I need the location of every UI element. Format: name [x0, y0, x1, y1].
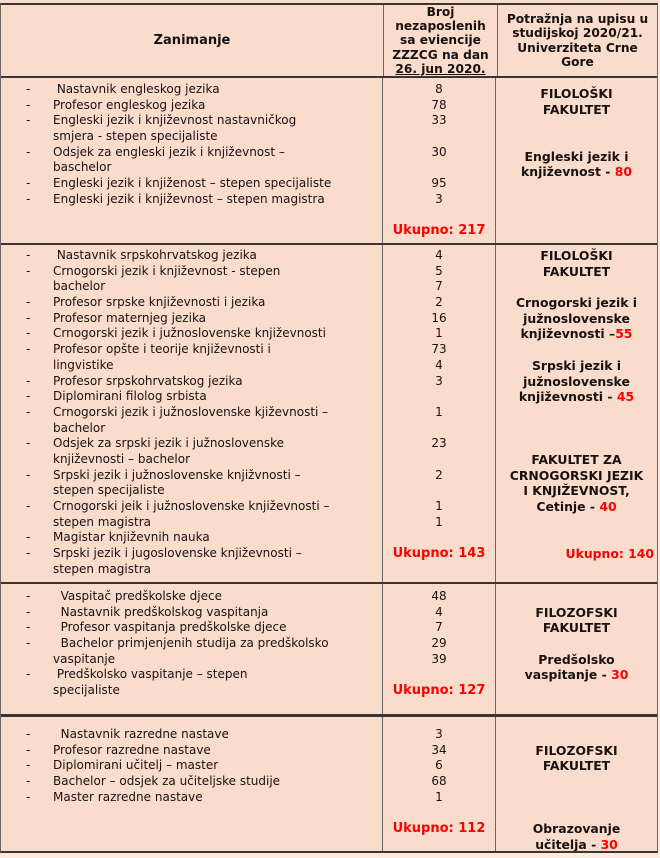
occupation-line — [1, 113, 382, 129]
bullet-dash: - — [26, 191, 31, 206]
bullet-dash: - — [26, 620, 31, 635]
occupation-text: Diplomirani učitelj – master — [53, 758, 219, 773]
bullet-dash — [26, 208, 53, 224]
faculty-line — [496, 405, 657, 421]
occupation-line — [1, 636, 382, 652]
faculty-text: FAKULTET — [542, 758, 611, 774]
occupation-line — [1, 389, 382, 405]
occupation-text: Bachelor primjenjenih studija za predškolsko — [53, 636, 329, 651]
unemployed-header-line: nezaposlenih — [395, 19, 486, 34]
demand-number: 30 — [600, 836, 618, 851]
occupation-line — [1, 727, 382, 743]
occupation-text: Nastavnik srpskohrvatskog jezika — [53, 248, 257, 262]
faculty-line — [496, 421, 657, 437]
occupation-line — [1, 160, 382, 176]
unemployed-count: 1 — [435, 789, 443, 804]
bullet-dash: - — [26, 499, 31, 513]
occupation-line — [1, 743, 382, 759]
faculty-text: učitelja - — [535, 836, 601, 851]
bullet-dash — [26, 562, 53, 578]
occupation-text: Crnogorski jezik i južnoslovenske kjiževnosti – — [53, 404, 329, 419]
occupation-text: Profesor srpske književnosti i jezika — [53, 295, 266, 310]
section-total-value: Ukupno: 143 — [392, 546, 486, 562]
occupation-text: Engleski jezik i književnost – stepen magistra — [53, 191, 325, 206]
demand-number: 40 — [599, 499, 617, 514]
unemployed-header-line: ZZZCG na dan — [392, 47, 489, 62]
faculty-line — [496, 758, 657, 774]
occupation-line — [1, 468, 382, 484]
faculty-line — [496, 483, 657, 499]
unemployed-count — [383, 389, 495, 405]
faculty-text: I KNJIŽEVNOST, — [523, 483, 630, 499]
table-section-4 — [1, 717, 657, 851]
unemployed-count: 29 — [431, 636, 447, 651]
occupation-text: Nastavnik razredne nastave — [53, 727, 229, 741]
occupation-line — [1, 452, 382, 468]
occupation-line — [1, 82, 382, 98]
faculty-line — [496, 499, 657, 515]
occupation-line — [1, 358, 382, 374]
unemployed-count: 1 — [435, 499, 443, 513]
faculty-line — [496, 133, 657, 149]
faculty-line — [496, 149, 657, 165]
faculty-line — [496, 326, 657, 342]
faculty-line — [496, 452, 657, 468]
occupation-text: Vaspitač predškolske djece — [53, 589, 222, 603]
unemployed-header-date: 26. jun 2020. — [395, 61, 486, 76]
unemployed-header-lines — [384, 5, 497, 76]
faculty-text: FILOLOŠKI — [540, 86, 613, 101]
unemployed-count — [383, 530, 495, 546]
faculty-line — [496, 436, 657, 452]
bullet-dash: - — [26, 389, 31, 404]
unemployed-count: 5 — [435, 263, 443, 278]
unemployed-count: 3 — [435, 191, 443, 206]
occupation-line — [1, 223, 382, 239]
occupation-line — [1, 145, 382, 161]
bullet-dash: - — [26, 295, 31, 310]
unemployed-count: 2 — [435, 295, 443, 310]
occupation-text: bachelor — [53, 420, 106, 435]
occupation-text: Profesor vaspitanja predškolske djece — [53, 620, 287, 635]
unemployed-count — [383, 129, 495, 145]
unemployed-count: 30 — [431, 144, 447, 159]
faculty-text: CRNOGORSKI JEZIK — [509, 467, 644, 483]
bullet-dash: - — [26, 310, 31, 325]
occupation-text: Diplomirani filolog srbista — [53, 389, 207, 404]
occupation-text: Profesor engleskog jezika — [53, 97, 206, 112]
header-cell-demand — [498, 5, 657, 76]
unemployed-count-column — [383, 78, 496, 243]
bullet-dash: - — [26, 404, 31, 419]
occupation-line — [1, 98, 382, 114]
unemployed-count: 4 — [435, 248, 443, 262]
unemployed-count-column — [383, 245, 496, 582]
occupations-demand-table — [0, 3, 658, 853]
occupation-line — [1, 790, 382, 806]
unemployed-count: 2 — [435, 467, 443, 482]
bullet-dash: - — [26, 113, 31, 128]
occupation-line — [1, 605, 382, 621]
demand-number: 80 — [614, 164, 632, 180]
faculty-text: FILOZOFSKI — [535, 604, 618, 620]
occupation-line — [1, 821, 382, 837]
unemployed-count — [383, 160, 495, 176]
faculty-line — [496, 821, 657, 837]
occupation-column-title: Zanimanje — [153, 33, 231, 48]
bullet-dash: - — [26, 82, 31, 96]
occupation-line — [1, 421, 382, 437]
faculty-text: južnoslovenske — [523, 310, 630, 326]
unemployed-count: 48 — [431, 589, 447, 603]
faculty-text: Obrazovanje — [532, 821, 621, 837]
occupation-line — [1, 758, 382, 774]
unemployed-count — [383, 208, 495, 224]
occupation-line — [1, 192, 382, 208]
occupation-line — [1, 342, 382, 358]
faculty-line — [496, 743, 657, 759]
occupation-line — [1, 129, 382, 145]
faculty-column — [496, 78, 657, 243]
unemployed-header-line: sa eviencije — [400, 33, 481, 48]
demand-header-line: studijskoj 2020/21. — [512, 26, 643, 41]
occupation-text: bachelor — [53, 279, 106, 294]
occupation-text: Nastavnik predškolskog vaspitanja — [53, 604, 269, 619]
bullet-dash: - — [26, 436, 31, 451]
faculty-line — [496, 790, 657, 806]
occupation-line — [1, 248, 382, 264]
unemployed-count: 3 — [435, 727, 443, 741]
occupation-line — [1, 436, 382, 452]
occupation-line — [1, 530, 382, 546]
unemployed-count: 1 — [435, 404, 443, 419]
occupations-column — [1, 245, 383, 582]
faculty-line — [496, 837, 657, 851]
occupation-text: Odsjek za srpski jezik i južnoslovenske — [53, 436, 285, 451]
occupation-text: Profesor maternjeg jezika — [53, 310, 207, 325]
faculty-line — [496, 805, 657, 821]
bullet-dash — [26, 821, 53, 837]
faculty-column — [496, 717, 657, 851]
table-section-3 — [1, 584, 657, 717]
bullet-dash — [26, 805, 53, 821]
faculty-text: književnosti – — [520, 326, 616, 342]
faculty-line — [496, 279, 657, 295]
bullet-dash — [26, 483, 53, 499]
bullet-dash — [26, 160, 53, 176]
occupation-line — [1, 279, 382, 295]
section-total-value: Ukupno: 217 — [392, 223, 486, 239]
unemployed-count: 33 — [431, 113, 447, 128]
occupation-text: Crnogorski jeik i južnoslovenske književnosti – — [53, 499, 330, 513]
demand-header-lines — [498, 5, 657, 76]
unemployed-count: 7 — [435, 279, 443, 294]
faculty-column — [496, 584, 657, 714]
occupation-line — [1, 405, 382, 421]
occupation-text: Nastavnik engleskog jezika — [53, 82, 220, 96]
bullet-dash: - — [26, 176, 31, 191]
bullet-dash: - — [26, 373, 31, 388]
bullet-dash: - — [26, 263, 31, 278]
faculty-line — [496, 102, 657, 118]
occupation-text: Master razredne nastave — [53, 789, 203, 804]
unemployed-count: 78 — [431, 97, 447, 112]
faculty-text: Crnogorski jezik i — [515, 295, 638, 311]
faculty-line — [496, 374, 657, 390]
occupation-line — [1, 546, 382, 562]
bullet-dash: - — [26, 789, 31, 804]
faculty-text: FAKULTET — [542, 620, 611, 636]
unemployed-count — [383, 805, 495, 821]
faculty-text: FAKULTET — [542, 101, 611, 117]
unemployed-header-line: Broj — [426, 5, 455, 19]
occupation-text: Engleski jezik i književnost nastavničkog — [53, 113, 297, 128]
unemployed-count: 73 — [431, 342, 447, 357]
section-total-value: Ukupno: 112 — [392, 821, 486, 837]
occupation-text: Crnogorski jezik i južnoslovenske književnosti — [53, 326, 326, 341]
faculty-line — [496, 667, 657, 683]
occupation-text: Profesor opšte i teorije književnosti i — [53, 342, 271, 357]
occupations-column — [1, 78, 383, 243]
faculty-line — [496, 117, 657, 133]
faculty-line — [496, 248, 657, 264]
unemployed-count — [383, 421, 495, 437]
bullet-dash: - — [26, 467, 31, 482]
bullet-dash — [26, 358, 53, 374]
faculty-line — [496, 605, 657, 621]
occupation-text: književnosti – bachelor — [53, 451, 191, 466]
faculty-line — [496, 468, 657, 484]
bullet-dash — [26, 279, 53, 295]
unemployed-count: 7 — [435, 620, 443, 635]
unemployed-count: 3 — [435, 373, 443, 388]
bullet-dash: - — [26, 636, 31, 651]
faculty-line — [496, 264, 657, 280]
bullet-dash — [26, 223, 53, 239]
faculty-line — [496, 515, 657, 531]
bullet-dash: - — [26, 326, 31, 341]
faculty-line — [496, 86, 657, 102]
faculty-total-value — [496, 546, 657, 562]
occupation-text: Crnogorski jezik i književnost - stepen — [53, 263, 281, 278]
occupation-line — [1, 562, 382, 578]
unemployed-count — [383, 562, 495, 578]
occupation-line — [1, 499, 382, 515]
faculty-line — [496, 620, 657, 636]
occupation-text: Magistar književnih nauka — [53, 530, 210, 545]
unemployed-count — [383, 452, 495, 468]
unemployed-count: 1 — [435, 514, 443, 529]
unemployed-count: 39 — [431, 651, 447, 666]
occupation-line — [1, 620, 382, 636]
header-cell-unemployed — [384, 5, 498, 76]
bullet-dash: - — [26, 546, 31, 561]
unemployed-count: 1 — [435, 326, 443, 341]
faculty-line — [496, 389, 657, 405]
bullet-dash — [26, 421, 53, 437]
occupation-line — [1, 515, 382, 531]
faculty-line — [496, 311, 657, 327]
unemployed-count: 4 — [435, 357, 443, 372]
unemployed-count-column — [383, 584, 496, 714]
faculty-line — [496, 774, 657, 790]
faculty-text: FILOLOŠKI — [540, 248, 613, 263]
demand-header-line: Potražnja na upisu u — [506, 12, 649, 27]
demand-header-line: Gore — [561, 54, 594, 69]
occupation-text: Predškolsko vaspitanje – stepen — [53, 667, 248, 682]
occupation-text: smjera - stepen specijaliste — [53, 129, 218, 144]
bullet-dash — [26, 452, 53, 468]
occupation-text: Srpski jezik i jugoslovenske književnosti – — [53, 546, 302, 561]
faculty-text: FAKULTET — [542, 263, 611, 279]
unemployed-count — [383, 667, 495, 683]
occupation-line — [1, 208, 382, 224]
faculty-line — [496, 636, 657, 652]
occupation-line — [1, 774, 382, 790]
occupation-line — [1, 295, 382, 311]
faculty-line — [496, 164, 657, 180]
demand-number: 45 — [616, 389, 635, 405]
unemployed-count: 68 — [431, 774, 447, 789]
bullet-dash: - — [26, 742, 31, 757]
faculty-text: Predšolsko — [538, 651, 615, 667]
occupation-text: stepen magistra — [53, 561, 151, 576]
occupation-line — [1, 667, 382, 683]
occupation-line — [1, 326, 382, 342]
faculty-text: južnoslovenske — [523, 373, 630, 389]
bullet-dash — [26, 129, 53, 145]
faculty-text: Srpski jezik i — [532, 357, 621, 373]
faculty-text: književnost - — [521, 164, 615, 180]
bullet-dash: - — [26, 589, 31, 603]
bullet-dash — [26, 683, 53, 699]
occupation-text: Srpski jezik i južnoslovenske knjižvnosti – — [53, 467, 301, 482]
bullet-dash: - — [26, 144, 31, 159]
bullet-dash: - — [26, 604, 31, 619]
occupation-text: lingvistike — [53, 357, 114, 372]
unemployed-count: 95 — [431, 176, 447, 191]
occupations-column — [1, 584, 383, 714]
demand-number: 55 — [615, 326, 633, 342]
unemployed-count: 34 — [431, 742, 447, 757]
bullet-dash — [26, 515, 53, 531]
faculty-line — [496, 358, 657, 374]
occupation-text: specijaliste — [53, 683, 120, 698]
demand-header-line: Univerziteta Crne — [517, 40, 638, 55]
unemployed-count: 8 — [435, 82, 443, 96]
occupation-text: vaspitanje — [53, 651, 116, 666]
faculty-text: FILOZOFSKI — [535, 742, 618, 758]
faculty-text: Ukupno: 140 — [565, 546, 654, 562]
occupation-line — [1, 652, 382, 668]
bullet-dash: - — [26, 248, 31, 262]
bullet-dash: - — [26, 667, 31, 682]
occupation-line — [1, 805, 382, 821]
faculty-text: Engleski jezik i — [524, 148, 629, 164]
occupations-column — [1, 717, 383, 851]
faculty-text: književnosti - — [518, 389, 617, 405]
occupation-text: Bachelor – odsjek za učiteljske studije — [53, 774, 281, 789]
bullet-dash — [26, 652, 53, 668]
faculty-line — [496, 652, 657, 668]
faculty-line — [496, 342, 657, 358]
bullet-dash: - — [26, 342, 31, 357]
unemployed-count: 6 — [435, 758, 443, 773]
table-section-1 — [1, 78, 657, 245]
faculty-line — [496, 295, 657, 311]
occupation-line — [1, 589, 382, 605]
bullet-dash: - — [26, 758, 31, 773]
faculty-text: Cetinje - — [536, 499, 600, 514]
occupation-text: stepen specijaliste — [53, 483, 165, 498]
demand-number: 30 — [611, 667, 629, 683]
faculty-line — [496, 589, 657, 605]
occupation-text: baschelor — [53, 160, 112, 175]
table-header-row — [1, 5, 657, 78]
occupation-line — [1, 683, 382, 699]
occupation-line — [1, 374, 382, 390]
occupation-text: Engleski jezik i knjiženost – stepen specijaliste — [53, 176, 332, 191]
occupation-text: Profesor razredne nastave — [53, 742, 211, 757]
faculty-text: FAKULTET ZA — [531, 451, 622, 467]
bullet-dash: - — [26, 97, 31, 112]
occupation-line — [1, 483, 382, 499]
section-total-value: Ukupno: 127 — [392, 683, 486, 699]
header-cell-occupation — [1, 5, 384, 76]
unemployed-count: 16 — [431, 310, 447, 325]
faculty-line — [496, 530, 657, 546]
bullet-dash: - — [26, 530, 31, 545]
table-body — [1, 78, 657, 851]
occupation-line — [1, 176, 382, 192]
occupation-text: Odsjek za engleski jezik i književnost – — [53, 144, 285, 159]
unemployed-count: 23 — [431, 436, 447, 451]
unemployed-count — [383, 483, 495, 499]
unemployed-count: 4 — [435, 604, 443, 619]
bullet-dash: - — [26, 774, 31, 789]
unemployed-count-column — [383, 717, 496, 851]
faculty-column — [496, 245, 657, 582]
occupation-line — [1, 311, 382, 327]
faculty-text: vaspitanje - — [524, 667, 612, 683]
occupation-text: Profesor srpskohrvatskog jezika — [53, 373, 243, 388]
faculty-line — [496, 727, 657, 743]
occupation-line — [1, 264, 382, 280]
occupation-text: stepen magistra — [53, 514, 151, 529]
bullet-dash: - — [26, 727, 31, 741]
table-section-2 — [1, 245, 657, 584]
